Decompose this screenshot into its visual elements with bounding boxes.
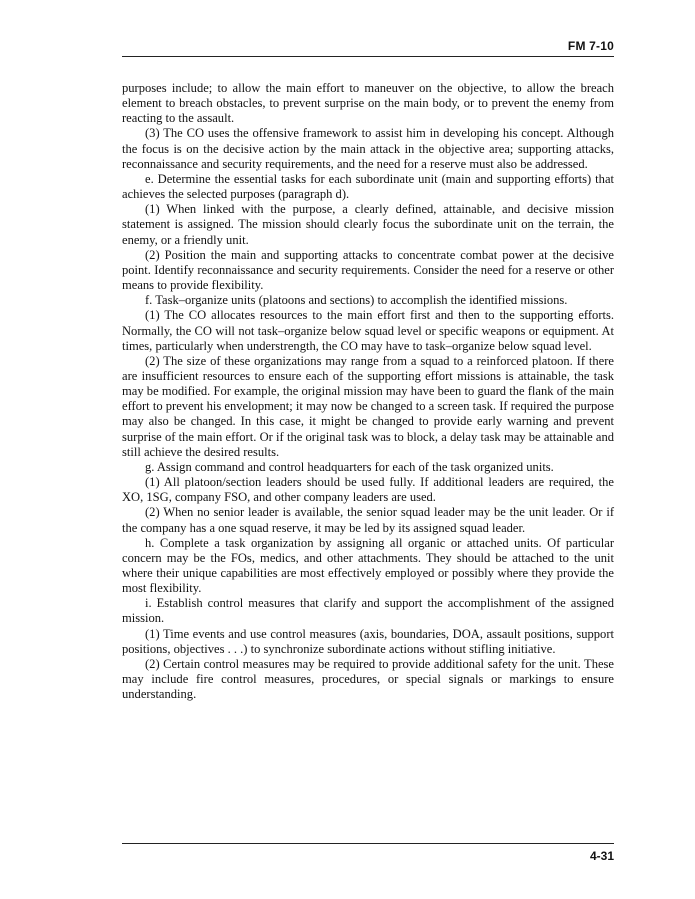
- manual-id: FM 7-10: [567, 39, 614, 53]
- paragraph-f: f. Task–organize units (platoons and sections) to accomplish the identified missions.: [145, 293, 568, 308]
- page-body: [122, 81, 614, 702]
- paragraph-d3: (3) The CO uses the offensive framework to assist him in developing his concept. Although the focus is on the decisive action by the main attack in the objective area; supporting attacks, reconnaissance and security requirements, and the need for a reserve must also be addressed.: [122, 126, 614, 171]
- paragraph-e: e. Determine the essential tasks for each subordinate unit (main and supporting efforts) that achieves the selected purposes (paragraph d).: [122, 171, 614, 202]
- page-number: 4-31: [589, 849, 614, 863]
- footer-rule: [122, 843, 614, 844]
- paragraph-i: i. Establish control measures that clarify and support the accomplishment of the assigned mission.: [122, 596, 614, 626]
- paragraph-continuation: purposes include; to allow the main effort to maneuver on the objective, to allow the breach element to breach obstacles, to prevent surprise on the main body, or to prevent the enemy from reacting to the assault.: [122, 81, 614, 126]
- header-rule: [122, 56, 614, 57]
- paragraph-h: h. Complete a task organization by assigning all organic or attached units. Of particular concern may be the FOs, medics, and other attachments. They should be attached to the unit where their unique capabilities are most effectively employed or possibly where they provide the most flexibility.: [122, 535, 614, 596]
- paragraph-i1: (1) Time events and use control measures (axis, boundaries, DOA, assault positions, support positions, objectives . . .) to synchronize subordinate actions without stifling initiative.: [122, 626, 614, 656]
- paragraph-g2: (2) When no senior leader is available, the senior squad leader may be the unit leader. Or if the company has a one squad reserve, it may be led by its assigned squad leader.: [122, 505, 614, 535]
- paragraph-i2: (2) Certain control measures may be required to provide additional safety for the unit. These may include fire control measures, procedures, or special signals or markings to ensure understanding.: [122, 656, 614, 702]
- paragraph-f2: (2) The size of these organizations may range from a squad to a reinforced platoon. If there are insufficient resources to ensure each of the supporting effort missions is attainable, the task may be modified. For example, the original mission may have been to guard the flank of the main effort to prevent his envelopment; it may now be changed to a screen task. If required the purpose may also be changed. In this case, it might be changed to provide early warning and prevent surprise of the main effort. Or if the original task was to block, a delay task may be attainable and still achieve the desired results.: [122, 353, 614, 459]
- paragraph-e1: (1) When linked with the purpose, a clearly defined, attainable, and decisive mission statement is assigned. The mission should clearly focus the subordinate unit on the terrain, the enemy, or a friendly unit.: [122, 202, 614, 247]
- paragraph-g: g. Assign command and control headquarters for each of the task organized units.: [145, 459, 554, 474]
- paragraph-f1: (1) The CO allocates resources to the main effort first and then to the supporting efforts. Normally, the CO will not task–organize below squad level or specific weapons or equipment. At times, particularly when understrength, the CO may have to task–organize below squad level.: [122, 308, 614, 353]
- paragraph-e2: (2) Position the main and supporting attacks to concentrate combat power at the decisive point. Identify reconnaissance and security requirements. Consider the need for a reserve or other means to provide flexibility.: [122, 247, 614, 293]
- paragraph-g1: (1) All platoon/section leaders should be used fully. If additional leaders are required, the XO, 1SG, company FSO, and other company leaders are used.: [122, 475, 614, 505]
